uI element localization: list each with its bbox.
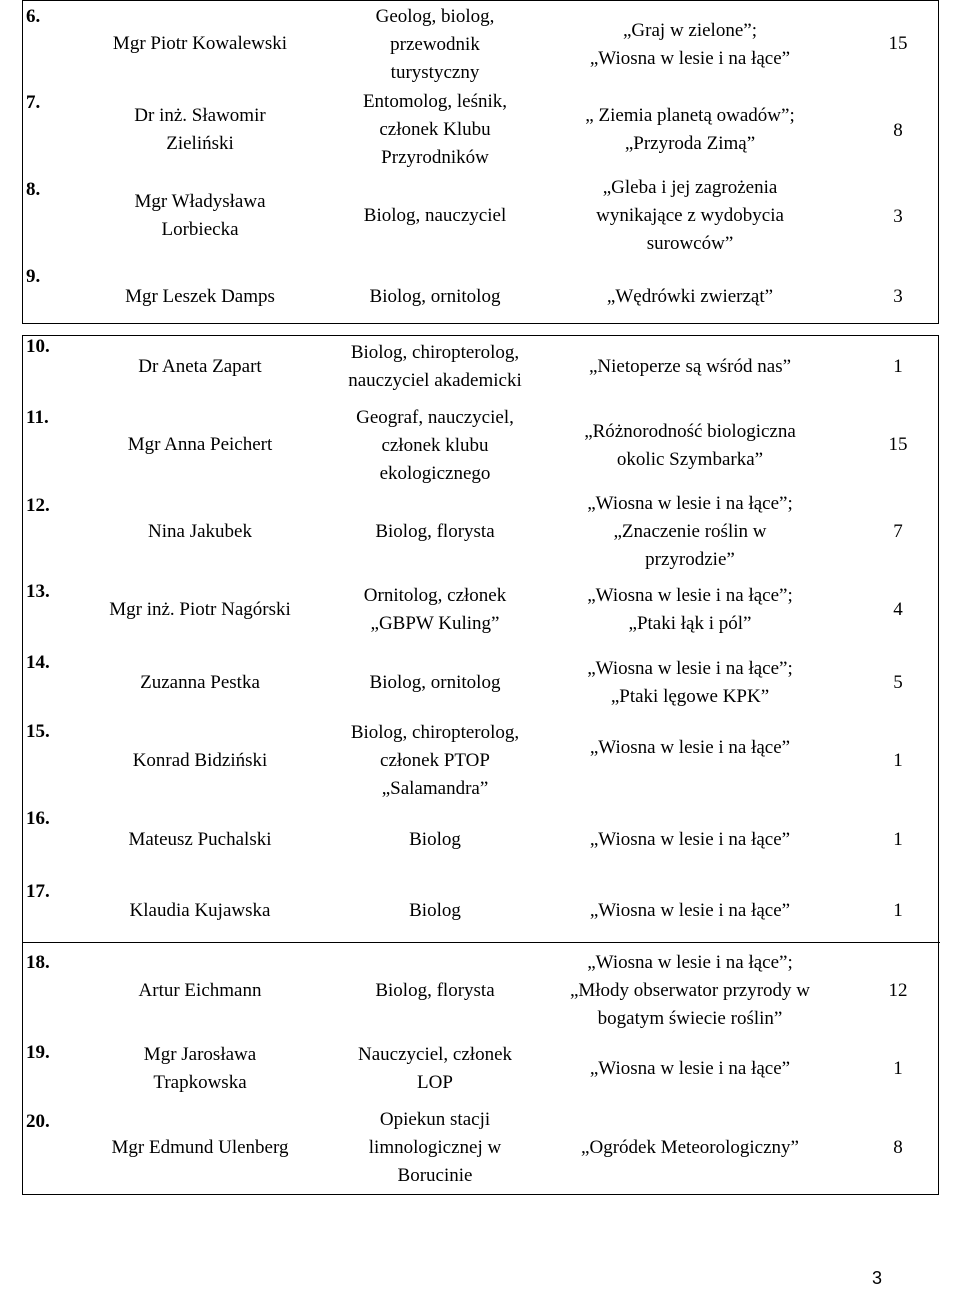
profession: Opiekun stacji limnologicznej w Borucinie [368, 1109, 502, 1186]
profession: Entomolog, leśnik, członek Klubu Przyrodników [362, 91, 508, 168]
person-name: Mateusz Puchalski [128, 829, 272, 850]
row-number: 20. [26, 1111, 50, 1132]
profession: Geograf, nauczyciel, członek klubu ekologicznego [356, 407, 514, 484]
page-number: 3 [872, 1268, 883, 1288]
row-number: 9. [26, 266, 41, 287]
profession: Biolog, florysta [375, 980, 495, 1001]
count: 15 [888, 33, 908, 54]
topics: „Gleba i jej zagrożenia wynikające z wydobycia surowców” [596, 177, 784, 254]
person-name: Mgr Anna Peichert [127, 434, 273, 455]
topics: „Wiosna w lesie i na łące” [589, 737, 791, 758]
row-number: 6. [26, 6, 41, 27]
count: 1 [893, 750, 903, 771]
topics: „Graj w zielone”; „Wiosna w lesie i na łące” [589, 20, 791, 69]
profession: Biolog, ornitolog [369, 286, 501, 307]
profession: Geolog, biolog, przewodnik turystyczny [375, 6, 495, 83]
row-number: 17. [26, 881, 50, 902]
person-name: Klaudia Kujawska [129, 900, 271, 921]
topics: „Różnorodność biologiczna okolic Szymbarka” [584, 421, 796, 470]
person-name: Konrad Bidziński [132, 750, 268, 771]
topics: „Wiosna w lesie i na łące”; „Młody obserwator przyrody w bogatym świecie roślin” [569, 952, 811, 1029]
person-name: Mgr Jarosława Trapkowska [143, 1044, 257, 1093]
row-number: 16. [26, 808, 50, 829]
profession: Biolog, florysta [375, 521, 495, 542]
profession: Nauczyciel, członek LOP [357, 1044, 513, 1093]
topics: „Nietoperze są wśród nas” [588, 356, 792, 377]
person-name: Mgr Piotr Kowalewski [112, 33, 288, 54]
count: 12 [888, 980, 908, 1001]
profession: Biolog [409, 900, 461, 921]
person-name: Artur Eichmann [138, 980, 262, 1001]
topics: „Wiosna w lesie i na łące”; „Ptaki łąk i pól” [587, 585, 793, 634]
row-number: 11. [26, 407, 49, 428]
person-name: Mgr Edmund Ulenberg [111, 1137, 289, 1158]
count: 5 [893, 672, 903, 693]
count: 1 [893, 829, 903, 850]
topics: „Wiosna w lesie i na łące”; „Znaczenie roślin w przyrodzie” [587, 493, 793, 570]
count: 15 [888, 434, 908, 455]
topics: „Wiosna w lesie i na łące” [589, 1058, 791, 1079]
count: 1 [893, 900, 903, 921]
count: 7 [893, 521, 903, 542]
row-number: 10. [26, 336, 50, 357]
row-number: 13. [26, 581, 50, 602]
profession: Biolog [409, 829, 461, 850]
person-name: Mgr Władysława Lorbiecka [134, 191, 266, 240]
row-number: 18. [26, 952, 50, 973]
count: 8 [893, 1137, 903, 1158]
person-name: Nina Jakubek [148, 521, 252, 542]
count: 8 [893, 120, 903, 141]
topics: „Ogródek Meteorologiczny” [581, 1137, 799, 1158]
topics: „Wiosna w lesie i na łące” [589, 829, 791, 850]
topics: „Wędrówki zwierząt” [606, 286, 774, 307]
person-name: Mgr Leszek Damps [125, 286, 275, 307]
row-number: 19. [26, 1042, 50, 1063]
person-name: Dr Aneta Zapart [138, 356, 262, 377]
person-name: Zuzanna Pestka [140, 672, 260, 693]
profession: Biolog, chiropterolog, nauczyciel akademicki [348, 342, 522, 391]
topics: „Wiosna w lesie i na łące”; „Ptaki lęgowe KPK” [587, 658, 793, 707]
count: 3 [893, 206, 903, 227]
count: 1 [893, 356, 903, 377]
row-number: 8. [26, 179, 41, 200]
count: 1 [893, 1058, 903, 1079]
person-name: Dr inż. Sławomir Zieliński [134, 105, 266, 154]
profession: Ornitolog, członek „GBPW Kuling” [363, 585, 507, 634]
profession: Biolog, nauczyciel [363, 205, 507, 226]
row-number: 7. [26, 92, 41, 113]
row-number: 14. [26, 652, 50, 673]
row-number: 15. [26, 721, 50, 742]
profession: Biolog, chiropterolog, członek PTOP „Salamandra” [350, 722, 520, 799]
count: 4 [893, 599, 903, 620]
person-name: Mgr inż. Piotr Nagórski [109, 599, 291, 620]
topics: „ Ziemia planetą owadów”; „Przyroda Zimą” [585, 105, 795, 154]
topics: „Wiosna w lesie i na łące” [589, 900, 791, 921]
count: 3 [893, 286, 903, 307]
row-number: 12. [26, 495, 50, 516]
profession: Biolog, ornitolog [369, 672, 501, 693]
row-divider [22, 942, 940, 943]
